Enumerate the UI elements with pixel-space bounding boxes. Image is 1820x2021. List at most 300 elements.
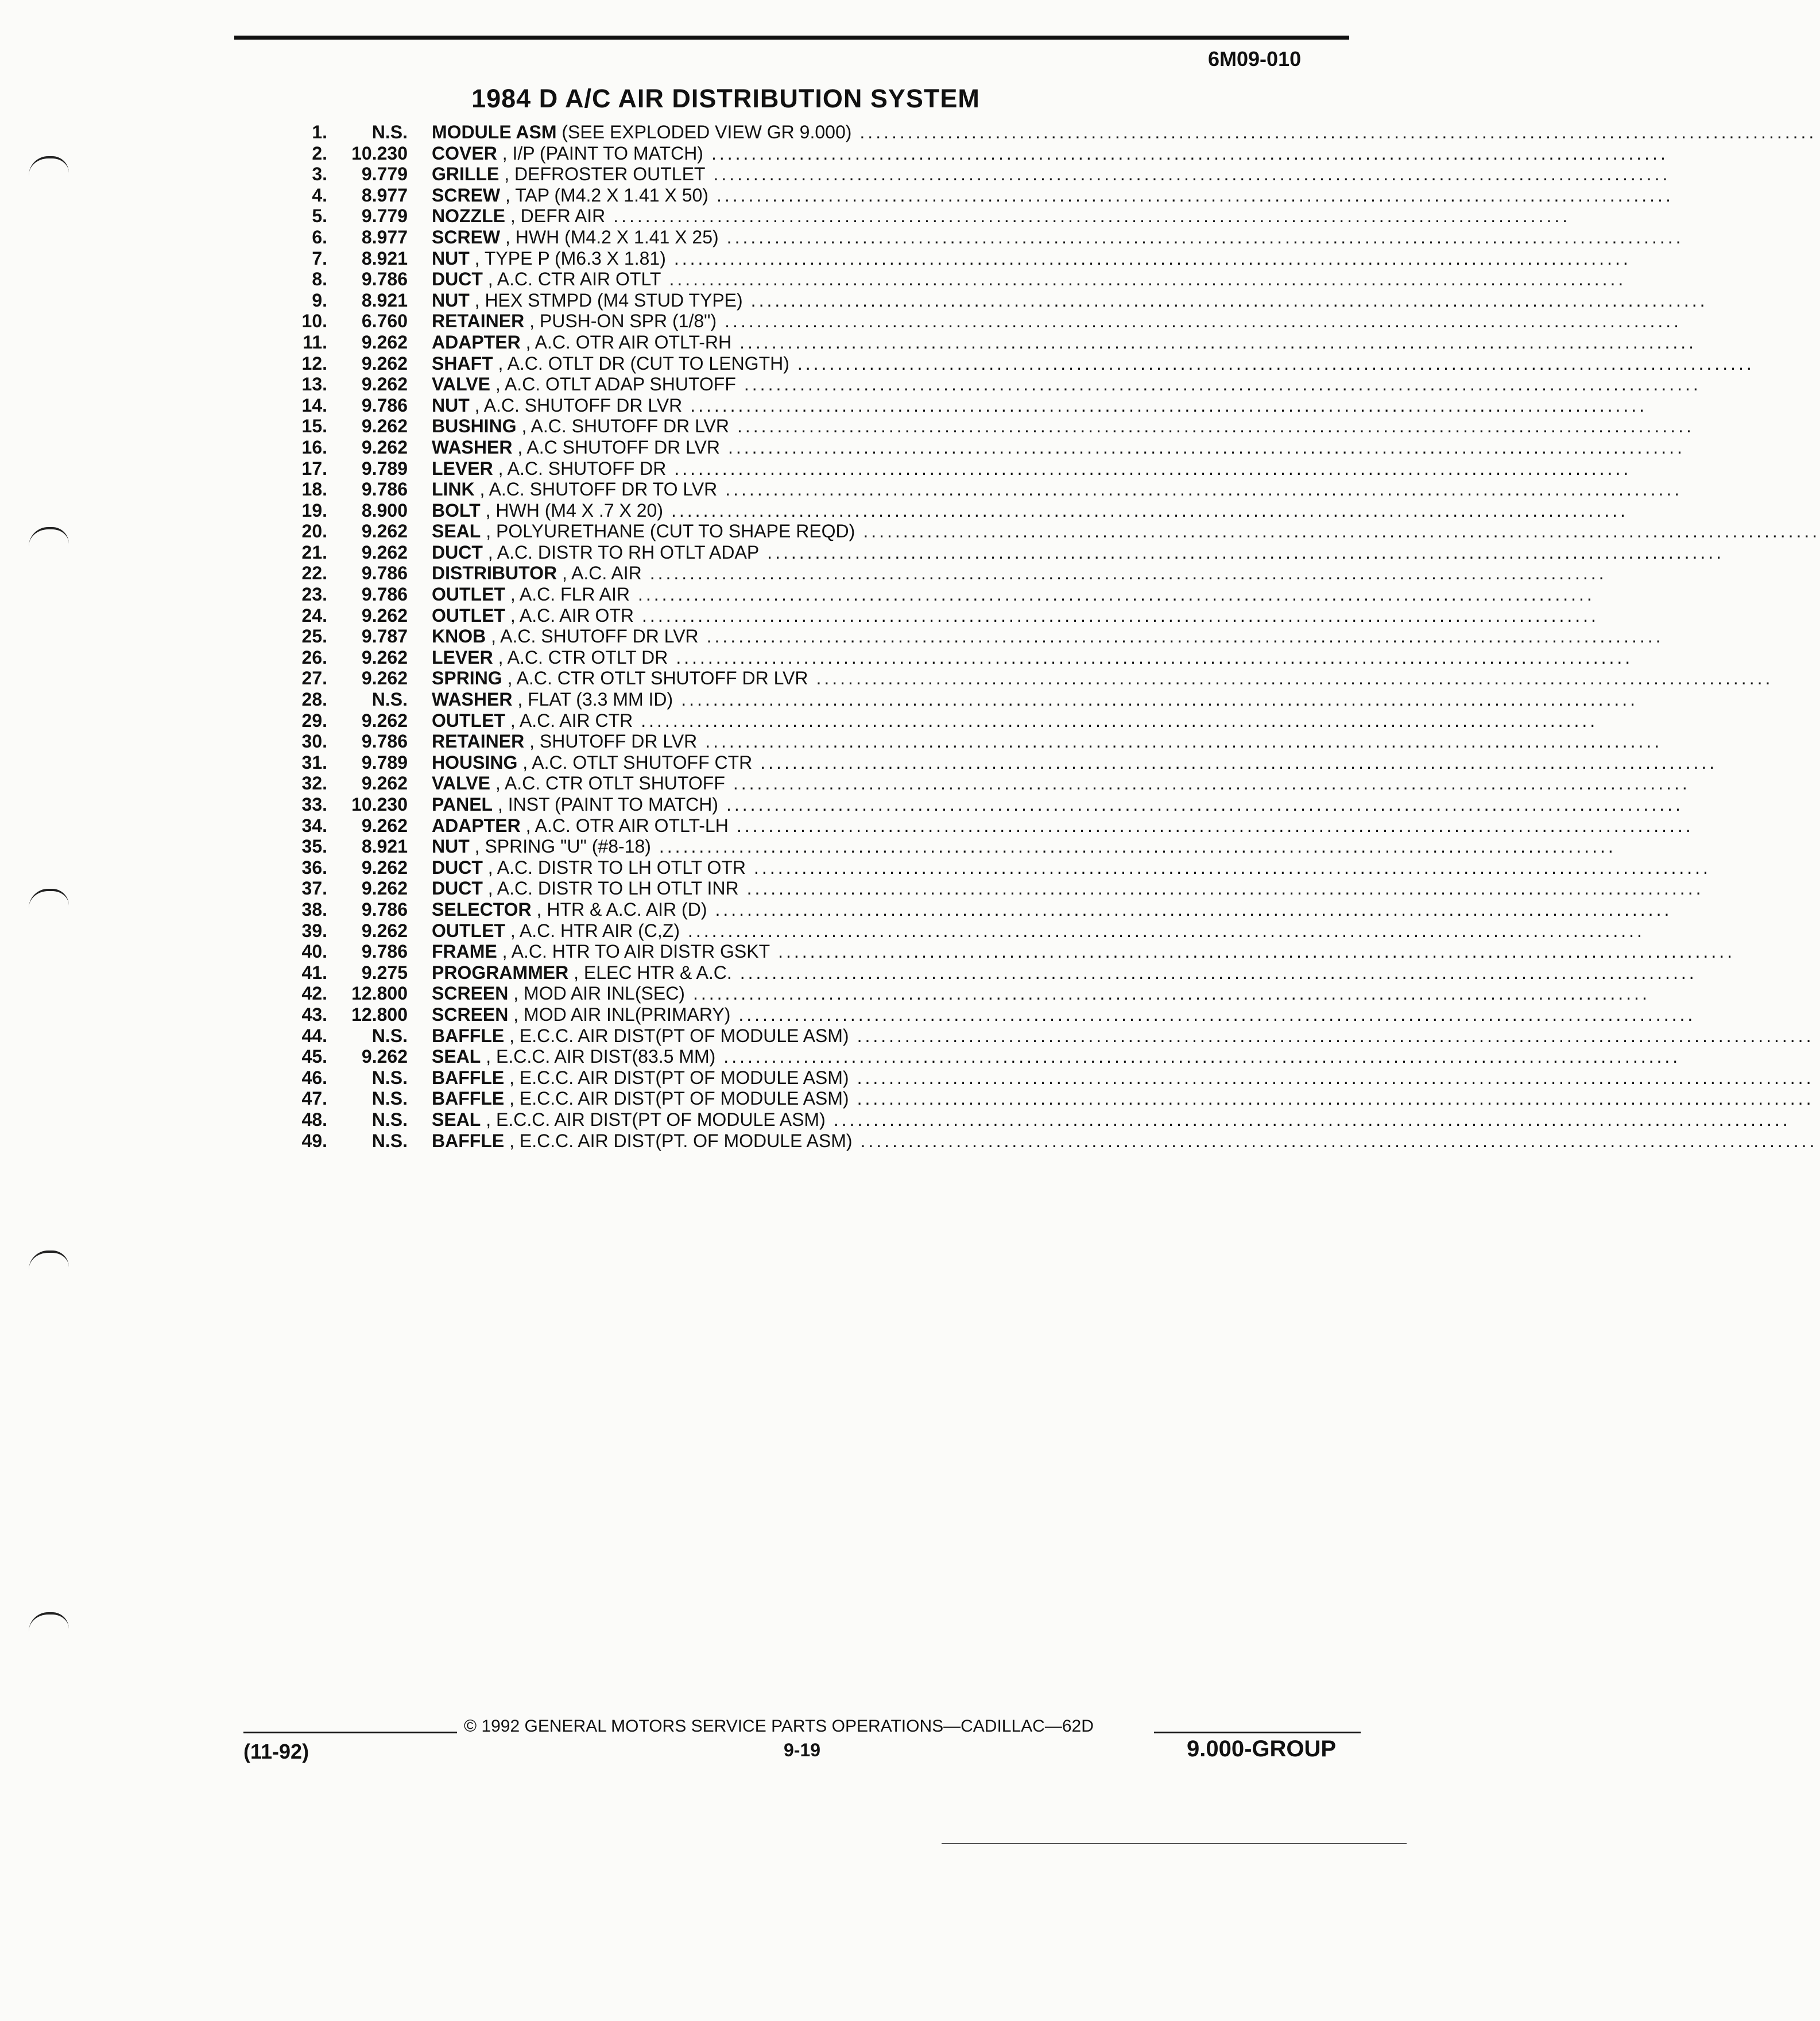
group-code: 9.262: [361, 416, 408, 437]
part-description: [432, 794, 1683, 815]
part-description: [432, 269, 1627, 290]
leader-dots: ........................................................................................................................: [739, 962, 1697, 983]
part-row: [270, 521, 1820, 542]
part-row: [270, 920, 1645, 942]
part-ref-number: 11.: [303, 331, 327, 353]
part-name: PANEL: [432, 794, 493, 815]
part-name: DISTRIBUTOR: [432, 563, 557, 584]
part-name: ADAPTER: [432, 815, 521, 836]
part-row: [270, 142, 1668, 164]
part-row: [270, 668, 1773, 689]
group-code: N.S.: [371, 1025, 408, 1046]
leader-dots: ........................................................................................................................: [857, 1088, 1814, 1109]
group-code: 9.262: [361, 668, 408, 689]
part-row: [270, 458, 1632, 479]
part-detail: , A.C. CTR OTLT DR: [493, 646, 668, 668]
part-name: NUT: [432, 247, 470, 269]
part-detail: , HTR & A.C. AIR (D): [531, 899, 707, 920]
leader-dots: ........................................................................................................................: [688, 920, 1645, 941]
part-name: SPRING: [432, 668, 502, 689]
part-name: BAFFLE: [432, 1130, 505, 1151]
part-name: OUTLET: [432, 710, 505, 731]
leader-dots: ........................................................................................................................: [671, 500, 1628, 521]
part-ref-number: 21.: [301, 541, 327, 563]
part-detail: , E.C.C. AIR DIST(PT OF MODULE ASM): [504, 1025, 849, 1046]
group-code: 9.787: [361, 626, 408, 647]
part-row: [270, 941, 1735, 962]
part-row: [270, 563, 1607, 584]
part-description: [432, 731, 1663, 752]
part-description: [432, 226, 1684, 248]
group-code: 9.786: [361, 563, 408, 584]
part-row: [270, 899, 1672, 920]
part-ref-number: 34.: [301, 815, 327, 836]
group-code: N.S.: [371, 689, 408, 710]
part-description: [432, 962, 1697, 984]
binder-hole-mark: [29, 1250, 69, 1270]
part-name: BAFFLE: [432, 1025, 505, 1046]
part-ref-number: 45.: [301, 1046, 327, 1067]
part-name: SEAL: [432, 1046, 481, 1067]
part-description: [432, 311, 1682, 332]
group-code: 9.262: [361, 1046, 408, 1067]
group-code: N.S.: [371, 1109, 408, 1130]
part-detail: , A.C. OTLT DR (CUT TO LENGTH): [493, 353, 789, 374]
part-detail: , HEX STMPD (M4 STUD TYPE): [469, 289, 743, 311]
part-detail: , A.C. OTLT ADAP SHUTOFF: [490, 374, 736, 395]
part-name: BAFFLE: [432, 1067, 505, 1088]
part-description: [432, 1067, 1814, 1089]
binder-hole-mark: [29, 527, 69, 547]
binder-hole-mark: [29, 1612, 69, 1632]
part-ref-number: 36.: [301, 857, 327, 878]
part-ref-number: 32.: [301, 773, 327, 794]
part-name: GRILLE: [432, 164, 499, 185]
part-ref-number: 49.: [301, 1130, 327, 1151]
part-name: NUT: [432, 394, 470, 416]
part-row: [270, 331, 1697, 353]
part-name: SCREW: [432, 226, 501, 247]
part-row: [270, 226, 1684, 248]
leader-dots: ........................................................................................................................: [637, 584, 1595, 605]
group-code: 12.800: [351, 1004, 408, 1025]
part-detail: , PUSH-ON SPR (1/8"): [524, 311, 717, 332]
part-name: DUCT: [432, 878, 483, 899]
part-description: [432, 436, 1685, 458]
part-detail: , INST (PAINT TO MATCH): [493, 794, 718, 815]
leader-dots: ........................................................................................................................: [711, 142, 1668, 164]
part-detail: , A.C. SHUTOFF DR LVR: [516, 416, 729, 437]
leader-dots: ........................................................................................................................: [727, 436, 1685, 458]
part-ref-number: 3.: [312, 164, 327, 185]
part-detail: , POLYURETHANE (CUT TO SHAPE REQD): [481, 521, 855, 542]
part-detail: , A.C. SHUTOFF DR LVR: [469, 394, 683, 416]
part-detail: , A.C. AIR: [557, 563, 642, 584]
part-row: [270, 752, 1718, 773]
part-description: [432, 920, 1645, 942]
part-name: SCREEN: [432, 1004, 509, 1025]
part-description: [432, 563, 1607, 584]
part-description: [432, 374, 1701, 395]
leader-dots: ........................................................................................................................: [659, 836, 1616, 857]
part-name: WASHER: [432, 436, 513, 458]
leader-dots: ........................................................................................................................: [692, 983, 1650, 1004]
part-row: [270, 1109, 1791, 1130]
leader-dots: ........................................................................................................................: [746, 878, 1704, 899]
part-description: [432, 331, 1697, 353]
group-code: 9.786: [361, 941, 408, 962]
leader-dots: ........................................................................................................................: [674, 458, 1632, 479]
part-name: DUCT: [432, 541, 483, 563]
leader-dots: ........................................................................................................................: [673, 247, 1631, 269]
part-name: RETAINER: [432, 731, 525, 752]
part-description: [432, 247, 1631, 269]
part-detail: , E.C.C. AIR DIST(PT OF MODULE ASM): [504, 1088, 849, 1109]
part-row: [270, 815, 1694, 837]
part-ref-number: 46.: [301, 1067, 327, 1088]
part-detail: , DEFR AIR: [505, 206, 606, 227]
part-row: [270, 436, 1685, 458]
leader-dots: ........................................................................................................................: [739, 331, 1697, 353]
part-row: [270, 374, 1701, 395]
part-detail: , MOD AIR INL(PRIMARY): [508, 1004, 731, 1025]
group-code: 9.262: [361, 857, 408, 878]
page-number: 9-19: [784, 1740, 821, 1760]
part-row: [270, 500, 1628, 521]
group-code: 9.789: [361, 458, 408, 479]
part-description: [432, 941, 1735, 962]
part-row: [270, 269, 1627, 290]
part-description: [432, 878, 1704, 899]
binder-hole-mark: [29, 889, 69, 908]
group-code: 12.800: [351, 983, 408, 1004]
part-row: [270, 184, 1674, 206]
part-name: DUCT: [432, 857, 483, 878]
part-ref-number: 6.: [312, 226, 327, 247]
part-description: [432, 605, 1599, 626]
leader-dots: ........................................................................................................................: [733, 773, 1690, 794]
group-code: 9.262: [361, 646, 408, 668]
part-detail: (SEE EXPLODED VIEW GR 9.000): [556, 122, 852, 142]
part-ref-number: 2.: [312, 142, 327, 164]
edition-date: (11-92): [243, 1740, 309, 1763]
part-ref-number: 5.: [312, 206, 327, 227]
part-row: [270, 689, 1639, 710]
part-description: [432, 394, 1648, 416]
part-row: [270, 962, 1697, 984]
part-row: [270, 479, 1683, 500]
part-row: [270, 541, 1725, 563]
group-code: 6.760: [361, 311, 408, 332]
part-row: [270, 710, 1598, 731]
part-ref-number: 37.: [301, 878, 327, 899]
part-detail: , A.C. SHUTOFF DR TO LVR: [474, 479, 718, 500]
part-description: [432, 899, 1672, 920]
part-ref-number: 1.: [312, 122, 327, 142]
part-description: [432, 416, 1694, 437]
part-ref-number: 4.: [312, 184, 327, 206]
group-code: 8.977: [361, 184, 408, 206]
part-detail: , A.C. HTR AIR (C,Z): [505, 920, 680, 941]
leader-dots: ........................................................................................................................: [738, 1004, 1696, 1025]
group-code: 9.262: [361, 374, 408, 395]
part-detail: , A.C. OTR AIR OTLT-LH: [520, 815, 729, 836]
part-description: [432, 815, 1694, 837]
leader-dots: ........................................................................................................................: [723, 1046, 1681, 1067]
bottom-rule: [942, 1843, 1407, 1844]
part-description: [432, 710, 1598, 731]
part-name: WASHER: [432, 689, 513, 710]
part-ref-number: 9.: [312, 289, 327, 311]
part-ref-number: 43.: [301, 1004, 327, 1025]
group-code: 9.779: [361, 164, 408, 185]
part-description: [432, 626, 1664, 647]
part-ref-number: 48.: [301, 1109, 327, 1130]
leader-dots: ........................................................................................................................: [706, 626, 1664, 647]
part-row: [270, 164, 1671, 185]
group-code: 9.275: [361, 962, 408, 983]
part-description: [432, 857, 1711, 878]
leader-dots: ........................................................................................................................: [725, 479, 1683, 500]
part-detail: , A.C SHUTOFF DR LVR: [512, 436, 720, 458]
part-name: SEAL: [432, 1109, 481, 1130]
part-ref-number: 35.: [301, 836, 327, 857]
part-ref-number: 42.: [301, 983, 327, 1004]
group-code: 9.786: [361, 731, 408, 752]
leader-dots: ........................................................................................................................: [642, 605, 1599, 626]
leader-dots: ........................................................................................................................: [669, 269, 1627, 290]
part-ref-number: 33.: [301, 794, 327, 815]
leader-dots: ........................................................................................................................: [816, 668, 1773, 689]
part-name: HOUSING: [432, 752, 518, 773]
part-name: OUTLET: [432, 584, 505, 605]
part-description: [432, 458, 1632, 479]
part-row: [270, 836, 1616, 857]
leader-dots: ........................................................................................................................: [778, 941, 1735, 962]
part-detail: , FLAT (3.3 MM ID): [512, 689, 673, 710]
group-code: 9.786: [361, 269, 408, 290]
part-detail: , A.C. OTR AIR OTLT-RH: [520, 331, 732, 353]
group-code: 10.230: [351, 142, 408, 164]
part-name: BOLT: [432, 500, 481, 521]
part-row: [270, 1067, 1814, 1089]
part-description: [432, 983, 1650, 1004]
leader-dots: ........................................................................................................................: [736, 815, 1694, 836]
page-code: 6M09-010: [1208, 47, 1302, 71]
part-description: [432, 184, 1674, 206]
part-ref-number: 20.: [301, 521, 327, 542]
leader-dots: ........................................................................................................................: [754, 857, 1711, 878]
group-code: 8.921: [361, 836, 408, 857]
part-detail: , A.C. AIR OTR: [505, 605, 634, 626]
part-description: [432, 500, 1628, 521]
part-description: [432, 122, 1817, 143]
group-code: 9.262: [361, 353, 408, 374]
part-description: [432, 1004, 1696, 1025]
part-description: [432, 1046, 1681, 1067]
part-row: [270, 394, 1648, 416]
group-code: 8.977: [361, 226, 408, 247]
part-row: [270, 206, 1571, 227]
part-row: [270, 646, 1633, 668]
part-name: DUCT: [432, 269, 483, 290]
part-row: [270, 731, 1663, 752]
part-detail: , A.C. CTR OTLT SHUTOFF DR LVR: [502, 668, 808, 689]
group-code: 8.921: [361, 247, 408, 269]
group-code: 9.262: [361, 878, 408, 899]
part-detail: , SPRING "U" (#8-18): [469, 836, 651, 857]
part-ref-number: 15.: [301, 416, 327, 437]
part-ref-number: 25.: [301, 626, 327, 647]
part-name: NOZZLE: [432, 206, 505, 227]
part-name: COVER: [432, 142, 497, 164]
group-code: 9.262: [361, 605, 408, 626]
group-code: 9.786: [361, 584, 408, 605]
part-row: [270, 773, 1690, 794]
part-row: [270, 794, 1683, 815]
part-description: [432, 206, 1571, 227]
group-code: 9.262: [361, 710, 408, 731]
part-detail: , A.C. CTR AIR OTLT: [482, 269, 661, 290]
part-detail: , E.C.C. AIR DIST(PT OF MODULE ASM): [481, 1109, 826, 1130]
leader-dots: ........................................................................................................................: [725, 311, 1682, 332]
part-name: SEAL: [432, 521, 481, 542]
group-code: 9.789: [361, 752, 408, 773]
part-ref-number: 12.: [301, 353, 327, 374]
leader-dots: ........................................................................................................................: [833, 1109, 1791, 1130]
part-row: [270, 122, 1817, 143]
part-detail: , A.C. AIR CTR: [505, 710, 633, 731]
part-description: [432, 646, 1633, 668]
part-row: [270, 1088, 1814, 1109]
part-ref-number: 8.: [312, 269, 327, 290]
group-code: 9.262: [361, 920, 408, 941]
group-code: 9.786: [361, 899, 408, 920]
part-name: RETAINER: [432, 311, 525, 332]
part-ref-number: 47.: [301, 1088, 327, 1109]
top-rule: [234, 36, 1349, 40]
part-ref-number: 30.: [301, 731, 327, 752]
part-row: [270, 626, 1664, 647]
part-row: [270, 1004, 1696, 1025]
leader-dots: ........................................................................................................................: [726, 794, 1683, 815]
part-name: PROGRAMMER: [432, 962, 569, 983]
part-name: BAFFLE: [432, 1088, 505, 1109]
group-code: 9.262: [361, 521, 408, 542]
part-description: [432, 668, 1773, 689]
part-description: [432, 689, 1639, 710]
part-description: [432, 541, 1725, 563]
part-ref-number: 22.: [301, 563, 327, 584]
part-detail: , I/P (PAINT TO MATCH): [497, 142, 703, 164]
part-row: [270, 584, 1595, 605]
part-ref-number: 29.: [301, 710, 327, 731]
leader-dots: ........................................................................................................................: [705, 731, 1663, 752]
part-row: [270, 857, 1711, 878]
group-code: N.S.: [371, 1130, 408, 1151]
group-code: 9.262: [361, 436, 408, 458]
part-description: [432, 836, 1616, 857]
part-detail: , E.C.C. AIR DIST(PT OF MODULE ASM): [504, 1067, 849, 1088]
leader-dots: ........................................................................................................................: [767, 541, 1725, 563]
part-detail: , A.C. HTR TO AIR DISTR GSKT: [497, 941, 770, 962]
leader-dots: ........................................................................................................................: [613, 206, 1571, 227]
part-detail: , E.C.C. AIR DIST(83.5 MM): [481, 1046, 716, 1067]
leader-dots: ........................................................................................................................: [649, 563, 1607, 584]
leader-dots: ........................................................................................................................: [744, 374, 1701, 395]
part-row: [270, 289, 1708, 311]
group-label: 9.000-GROUP: [1187, 1736, 1337, 1761]
part-name: LINK: [432, 479, 475, 500]
part-row: [270, 983, 1650, 1004]
part-ref-number: 14.: [301, 394, 327, 416]
part-ref-number: 27.: [301, 668, 327, 689]
part-detail: , HWH (M4.2 X 1.41 X 25): [500, 226, 719, 247]
leader-dots: ........................................................................................................................: [857, 1067, 1814, 1088]
part-name: OUTLET: [432, 605, 505, 626]
part-name: SCREW: [432, 184, 501, 206]
part-name: BUSHING: [432, 416, 517, 437]
leader-dots: ........................................................................................................................: [737, 416, 1694, 437]
group-code: 9.786: [361, 394, 408, 416]
part-description: [432, 1025, 1814, 1047]
part-description: [432, 289, 1708, 311]
part-name: NUT: [432, 289, 470, 311]
part-description: [432, 584, 1595, 605]
part-detail: , A.C. OTLT SHUTOFF CTR: [517, 752, 753, 773]
part-ref-number: 10.: [301, 311, 327, 332]
part-description: [432, 752, 1718, 773]
part-name: LEVER: [432, 458, 493, 479]
part-name: VALVE: [432, 374, 490, 395]
group-code: 9.779: [361, 206, 408, 227]
part-name: NUT: [432, 836, 470, 857]
part-detail: , A.C. SHUTOFF DR LVR: [486, 626, 699, 647]
part-name: LEVER: [432, 646, 493, 668]
group-code: N.S.: [371, 1088, 408, 1109]
part-row: [270, 247, 1631, 269]
group-code: 9.262: [361, 773, 408, 794]
part-description: [432, 521, 1820, 542]
part-ref-number: 7.: [312, 247, 327, 269]
part-detail: , A.C. CTR OTLT SHUTOFF: [490, 773, 725, 794]
part-description: [432, 1109, 1791, 1130]
part-row: [270, 1025, 1814, 1047]
leader-dots: ........................................................................................................................: [676, 646, 1633, 668]
part-ref-number: 41.: [301, 962, 327, 983]
group-code: 9.786: [361, 479, 408, 500]
leader-dots: ........................................................................................................................: [681, 689, 1639, 710]
part-description: [432, 1130, 1818, 1152]
page-title: 1984 D A/C AIR DISTRIBUTION SYSTEM: [471, 84, 980, 113]
part-description: [432, 353, 1755, 374]
leader-dots: ........................................................................................................................: [726, 226, 1684, 247]
part-description: [432, 164, 1671, 185]
group-code: 10.230: [351, 794, 408, 815]
leader-dots: ........................................................................................................................: [857, 1025, 1814, 1046]
part-name: KNOB: [432, 626, 486, 647]
part-description: [432, 773, 1690, 794]
part-detail: , HWH (M4 X .7 X 20): [480, 500, 663, 521]
part-ref-number: 44.: [301, 1025, 327, 1046]
part-name: VALVE: [432, 773, 490, 794]
part-detail: , A.C. FLR AIR: [505, 584, 630, 605]
group-code: N.S.: [371, 122, 408, 142]
part-ref-number: 16.: [301, 436, 327, 458]
part-detail: , E.C.C. AIR DIST(PT. OF MODULE ASM): [504, 1130, 853, 1151]
leader-dots: ........................................................................................................................: [860, 1130, 1818, 1151]
part-detail: , A.C. DISTR TO RH OTLT ADAP: [482, 541, 760, 563]
